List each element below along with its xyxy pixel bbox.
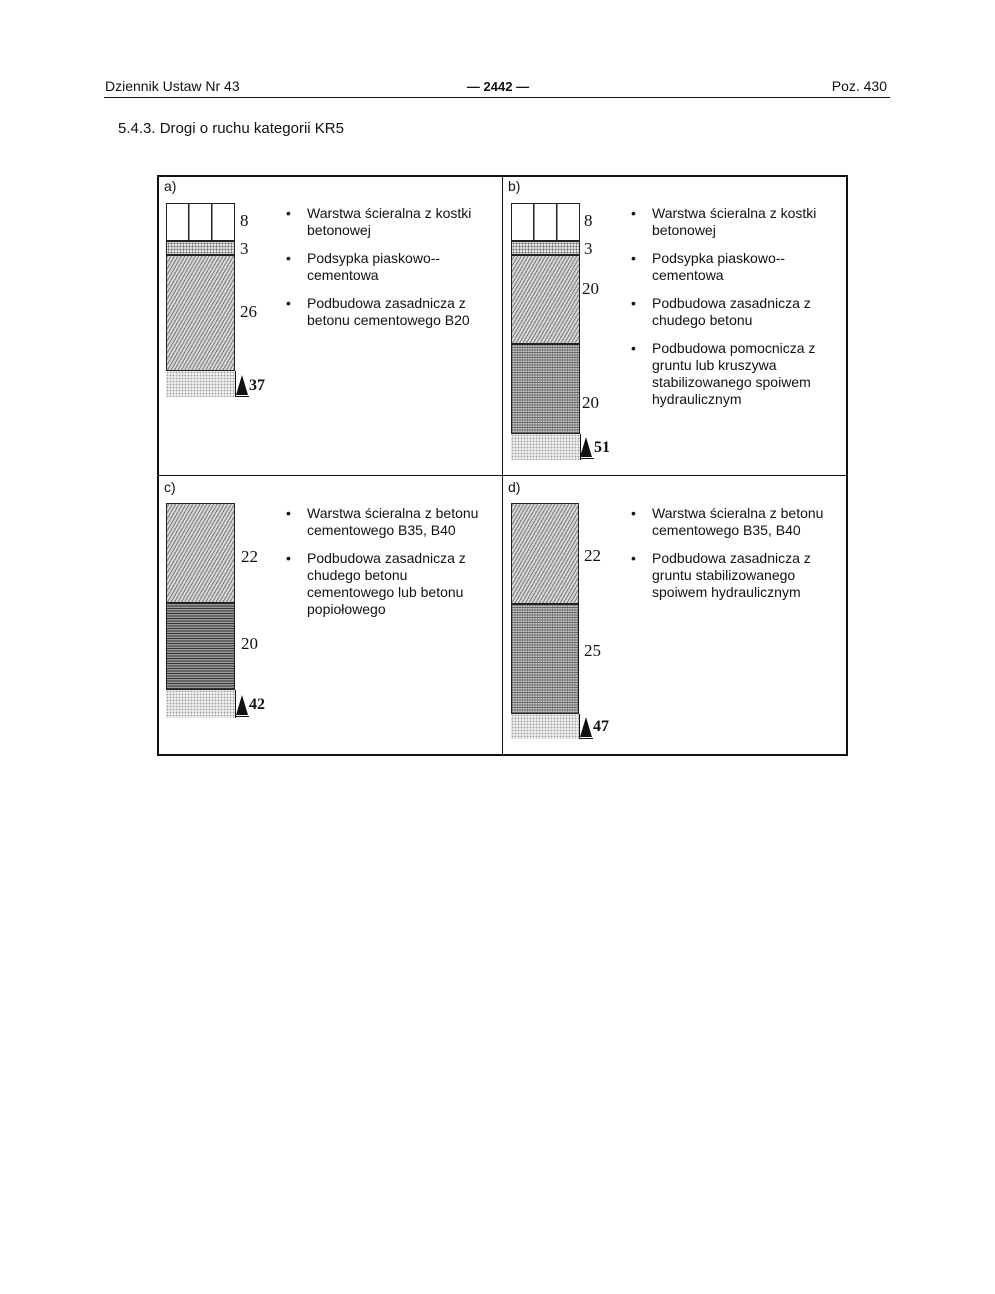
layer-thickness: 25 [584,641,601,660]
layer-thickness: 22 [241,547,258,566]
list-item: • Podbudowa zasadnicza z gruntu stabilizowanego spoiwem hydraulicznym [628,550,843,601]
list-item: • Podbudowa zasadnicza z betonu cementowego B20 [283,295,498,329]
subgrade [166,690,235,718]
base-line [580,458,594,459]
total-depth-marker-icon [236,375,248,395]
total-depth-marker-icon [236,695,248,715]
stabilized-base-layer [511,604,579,714]
paving-block-layer [511,203,580,241]
total-depth-marker-icon [580,437,592,457]
concrete-wearing-layer [511,503,579,604]
page-number: — 2442 — [466,79,530,94]
paving-block-layer [166,203,235,241]
journal-title: Dziennik Ustaw Nr 43 [105,78,240,94]
list-item: • Warstwa ścieralna z kostki betonowej [628,205,843,239]
layer-thickness: 26 [240,302,257,321]
layer-thickness: 20 [582,393,599,412]
position-number: Poz. 430 [831,78,887,94]
subgrade [511,434,580,460]
total-thickness: 37 [249,377,265,394]
lean-concrete-base-layer [166,603,235,690]
layer-thickness: 8 [240,211,249,230]
lean-concrete-base-layer [511,255,580,344]
panel-label: a) [164,178,177,194]
base-line [235,716,249,717]
base-line [579,738,593,739]
layer-thickness: 22 [584,546,601,565]
sand-cement-bedding-layer [511,241,580,255]
stabilized-subbase-layer [511,344,580,434]
layer-description-list [283,205,498,340]
layer-thickness: 20 [582,279,599,298]
subgrade [511,714,579,739]
concrete-base-layer [166,255,235,371]
list-item: • Warstwa ścieralna z betonu cementowego B35, B40 [283,505,498,539]
layer-thickness: 3 [584,239,593,258]
panel-label: b) [508,178,521,194]
layer-description-list [283,505,498,629]
layer-description-list [628,205,843,419]
concrete-wearing-layer [166,503,235,603]
total-depth-marker-icon [580,717,592,737]
list-item: • Warstwa ścieralna z betonu cementowego B35, B40 [628,505,843,539]
table-vertical-divider [502,175,503,756]
layer-description-list [628,505,843,612]
total-thickness: 47 [593,718,609,735]
list-item: • Podbudowa zasadnicza z chudego betonu cementowego lub betonu popiołowego [283,550,498,618]
layer-thickness: 8 [584,211,593,230]
layer-thickness: 3 [240,239,249,258]
list-item: • Warstwa ścieralna z kostki betonowej [283,205,498,239]
header-rule [104,97,890,98]
table-horizontal-divider [157,475,848,476]
layer-thickness: 20 [241,634,258,653]
total-thickness: 51 [594,439,610,456]
total-thickness: 42 [249,696,265,713]
sand-cement-bedding-layer [166,241,235,255]
section-title: 5.4.3. Drogi o ruchu kategorii KR5 [118,120,344,137]
base-line [235,396,249,397]
list-item: • Podbudowa zasadnicza z chudego betonu [628,295,843,329]
subgrade [166,371,235,397]
list-item: • Podbudowa pomocnicza z gruntu lub kruszywa stabilizowanego spoiwem hydraulicznym [628,340,843,408]
list-item: • Podsypka piaskowo--cementowa [628,250,843,284]
list-item: • Podsypka piaskowo--cementowa [283,250,498,284]
panel-label: c) [164,479,176,495]
panel-label: d) [508,479,521,495]
